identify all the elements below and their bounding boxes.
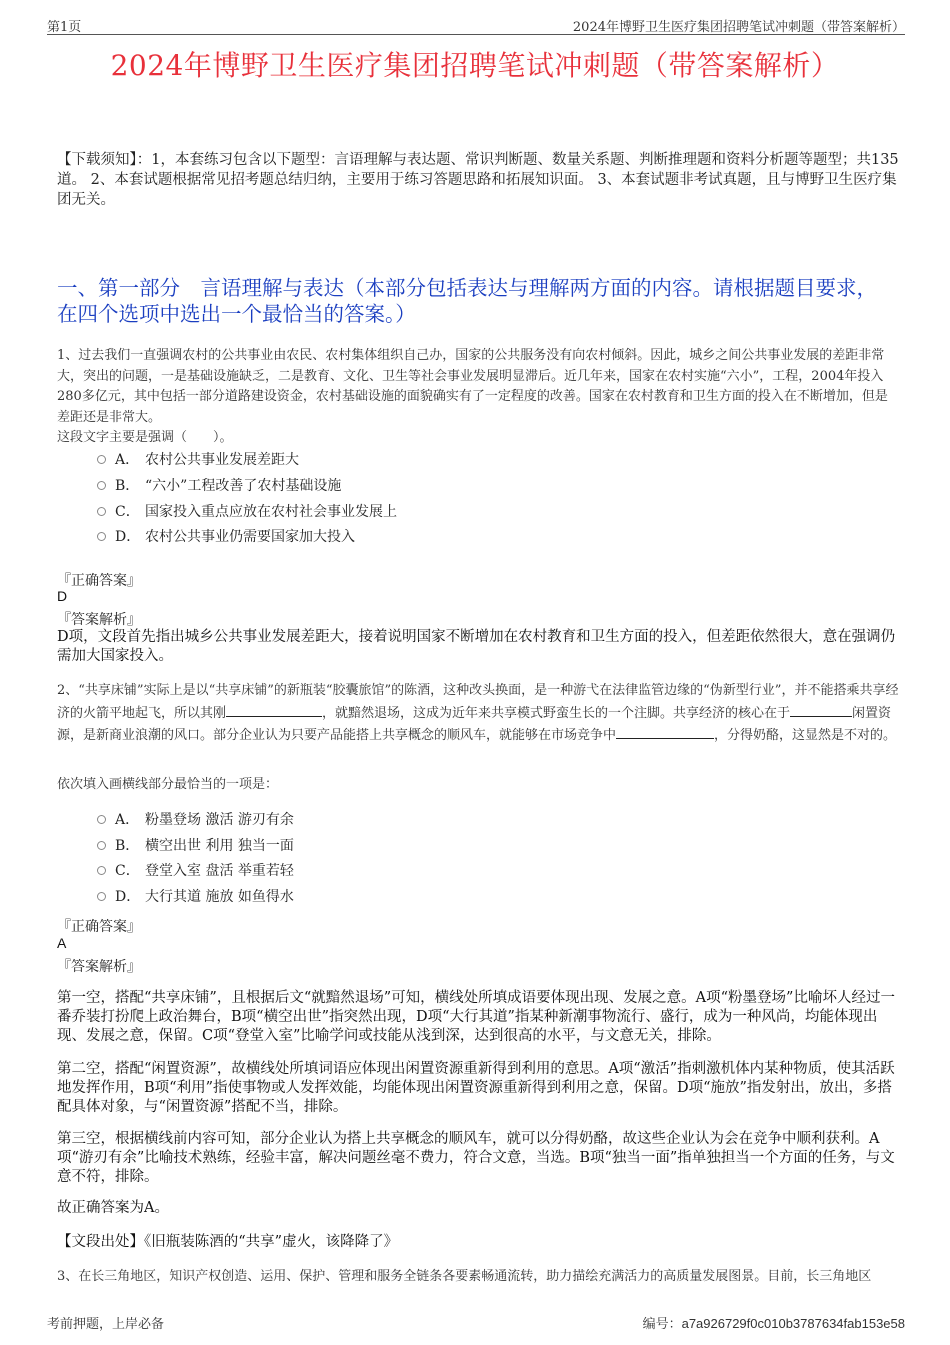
- option-text: 粉墨登场 激活 游刃有余: [145, 812, 294, 828]
- radio-icon[interactable]: [97, 841, 106, 850]
- option-text: 登堂入室 盘活 举重若轻: [145, 863, 294, 879]
- q2-source: 【文段出处】《旧瓶装陈酒的“共享”虚火，该降降了》: [57, 1234, 399, 1250]
- radio-icon[interactable]: [97, 815, 106, 824]
- option-letter: C．: [115, 504, 140, 520]
- q2-analysis-blank-3: 第三空，根据横线前内容可知，部分企业认为搭上共享概念的顺风车，就可以分得奶酪，故这些企业认为会在竞争中顺利获利。A项“游刃有余”比喻技术熟练，经验丰富，解决问题丝毫不费力，符合文意，当选。B项“独当一面”指单独担当一个方面的任务，与文意不符，排除。: [57, 1131, 895, 1185]
- radio-icon[interactable]: [97, 507, 106, 516]
- footer-slogan: 考前押题，上岸必备: [47, 1317, 165, 1332]
- question-2-text: [57, 681, 900, 747]
- document-title: 2024年博野卫生医疗集团招聘笔试冲刺题（带答案解析）: [110, 49, 840, 82]
- option-text: 国家投入重点应放在农村社会事业发展上: [145, 504, 397, 520]
- option-letter: D．: [115, 529, 141, 545]
- question-2-text-part: ，就黯然退场，这成为近年来共享模式野蛮生长的一个注脚。共享经济的核心在于: [322, 705, 791, 721]
- section-heading: 一、第一部分 言语理解与表达（本部分包括表达与理解两方面的内容。请根据题目要求，在四个选项中选出一个最恰当的答案。）: [57, 276, 877, 326]
- q2-answer-label: 『正确答案』: [57, 919, 141, 935]
- fill-blank-2: [790, 702, 852, 717]
- q1-analysis: D项，文段首先指出城乡公共事业发展差距大，接着说明国家不断增加在农村教育和卫生方面的投入，但差距依然很大，意在强调仍需加大国家投入。: [57, 629, 896, 664]
- radio-icon[interactable]: [97, 455, 106, 464]
- option-text: 农村公共事业发展差距大: [145, 452, 299, 468]
- option-letter: C．: [115, 863, 140, 879]
- q1-answer: D: [57, 588, 68, 604]
- question-1-prompt: 这段文字主要是强调（ ）。: [57, 430, 233, 445]
- download-notice: 【下载须知】：1，本套练习包含以下题型：言语理解与表达题、常识判断题、数量关系题、判断推理题和资料分析题等题型；共135道。 2、本套试题根据常见招考题总结归纳，主要用于练习答题思路和拓展知识面。 3、本套试题非考试真题，且与博野卫生医疗集团无关。: [57, 152, 899, 208]
- q2-answer: A: [57, 935, 67, 951]
- fill-blank-3: [616, 724, 714, 739]
- q2-analysis-label: 『答案解析』: [57, 959, 141, 975]
- option-letter: B．: [115, 838, 140, 854]
- page-number: 第1页: [47, 20, 82, 35]
- question-1-text: 1、过去我们一直强调农村的公共事业由农民、农村集体组织自己办，国家的公共服务没有向农村倾斜。因此，城乡之间公共事业发展的差距非常大，突出的问题，一是基础设施缺乏，二是教育、文化、卫生等社会事业发展明显滞后。近几年来，国家在农村实施“六小”，工程，2004年投入280多亿元，其中包括一部分道路建设资金，农村基础设施的面貌确实有了一定程度的改善。国家在农村教育和卫生方面的投入在不断增加，但是差距还是非常大。: [57, 348, 888, 425]
- option-letter: A．: [115, 812, 140, 828]
- radio-icon[interactable]: [97, 892, 106, 901]
- option-text: “六小”工程改善了农村基础设施: [145, 478, 342, 494]
- option-letter: B．: [115, 478, 140, 494]
- q2-analysis-blank-1: 第一空，搭配“共享床铺”，且根据后文“就黯然退场”可知，横线处所填成语要体现出现、发展之意。A项“粉墨登场”比喻坏人经过一番乔装打扮爬上政治舞台，B项“横空出世”指突然出现，D项“大行其道”指某种新潮事物流行、盛行，成为一种风尚，均能体现出现、发展之意，保留。C项“登堂入室”比喻学问或技能从浅到深，达到很高的水平，与文意无关，排除。: [57, 990, 895, 1044]
- page-header: [47, 14, 905, 35]
- option-letter: A．: [115, 452, 140, 468]
- header-doc-name: 2024年博野卫生医疗集团招聘笔试冲刺题（带答案解析）: [572, 20, 905, 35]
- q1-analysis-label: 『答案解析』: [57, 612, 141, 628]
- question-3-text: 3、在长三角地区，知识产权创造、运用、保护、管理和服务全链条各要素畅通流转，助力描绘充满活力的高质量发展图景。目前，长三角地区: [57, 1269, 872, 1284]
- fill-blank-1: [226, 702, 322, 717]
- option-text: 大行其道 施放 如鱼得水: [145, 889, 294, 905]
- question-2-text-part: ，分得奶酪，这显然是不对的。: [714, 728, 897, 743]
- option-letter: D．: [115, 889, 141, 905]
- q1-answer-label: 『正确答案』: [57, 573, 141, 589]
- footer-code-label: 编号：: [642, 1317, 682, 1332]
- q2-conclusion: 故正确答案为A。: [57, 1200, 169, 1216]
- question-2-text-part: 闲置资源，是新商业浪潮的风口。部分企业认为只要产品能搭上共享概念的顺风车，就能够在市场竞争中: [57, 705, 892, 743]
- option-text: 农村公共事业仍需要国家加大投入: [145, 529, 355, 545]
- q2-analysis-blank-2: 第二空，搭配“闲置资源”，故横线处所填词语应体现出闲置资源重新得到利用的意思。A项“激活”指刺激机体内某种物质，使其活跃地发挥作用，B项“利用”指使事物或人发挥效能，均能体现出闲置资源重新得到利用之意，保留。D项“施放”指发射出，放出，多搭配具体对象，与“闲置资源”搭配不当，排除。: [57, 1061, 895, 1115]
- radio-icon[interactable]: [97, 866, 106, 875]
- radio-icon[interactable]: [97, 532, 106, 541]
- question-2-text-part: 2、“共享床铺”实际上是以“共享床铺”的新瓶装“胶囊旅馆”的陈酒，这种改头换面，是一种游弋在法律监管边缘的“伪新型行业”，并不能搭乘共享经济的火箭平地起飞，所以其刚: [57, 683, 899, 721]
- question-2-prompt: 依次填入画横线部分最恰当的一项是：: [57, 777, 279, 792]
- radio-icon[interactable]: [97, 481, 106, 490]
- option-text: 横空出世 利用 独当一面: [145, 838, 294, 854]
- footer-code: [643, 1313, 905, 1332]
- footer-code-value: a7a926729f0c010b3787634fab153e58: [681, 1316, 905, 1331]
